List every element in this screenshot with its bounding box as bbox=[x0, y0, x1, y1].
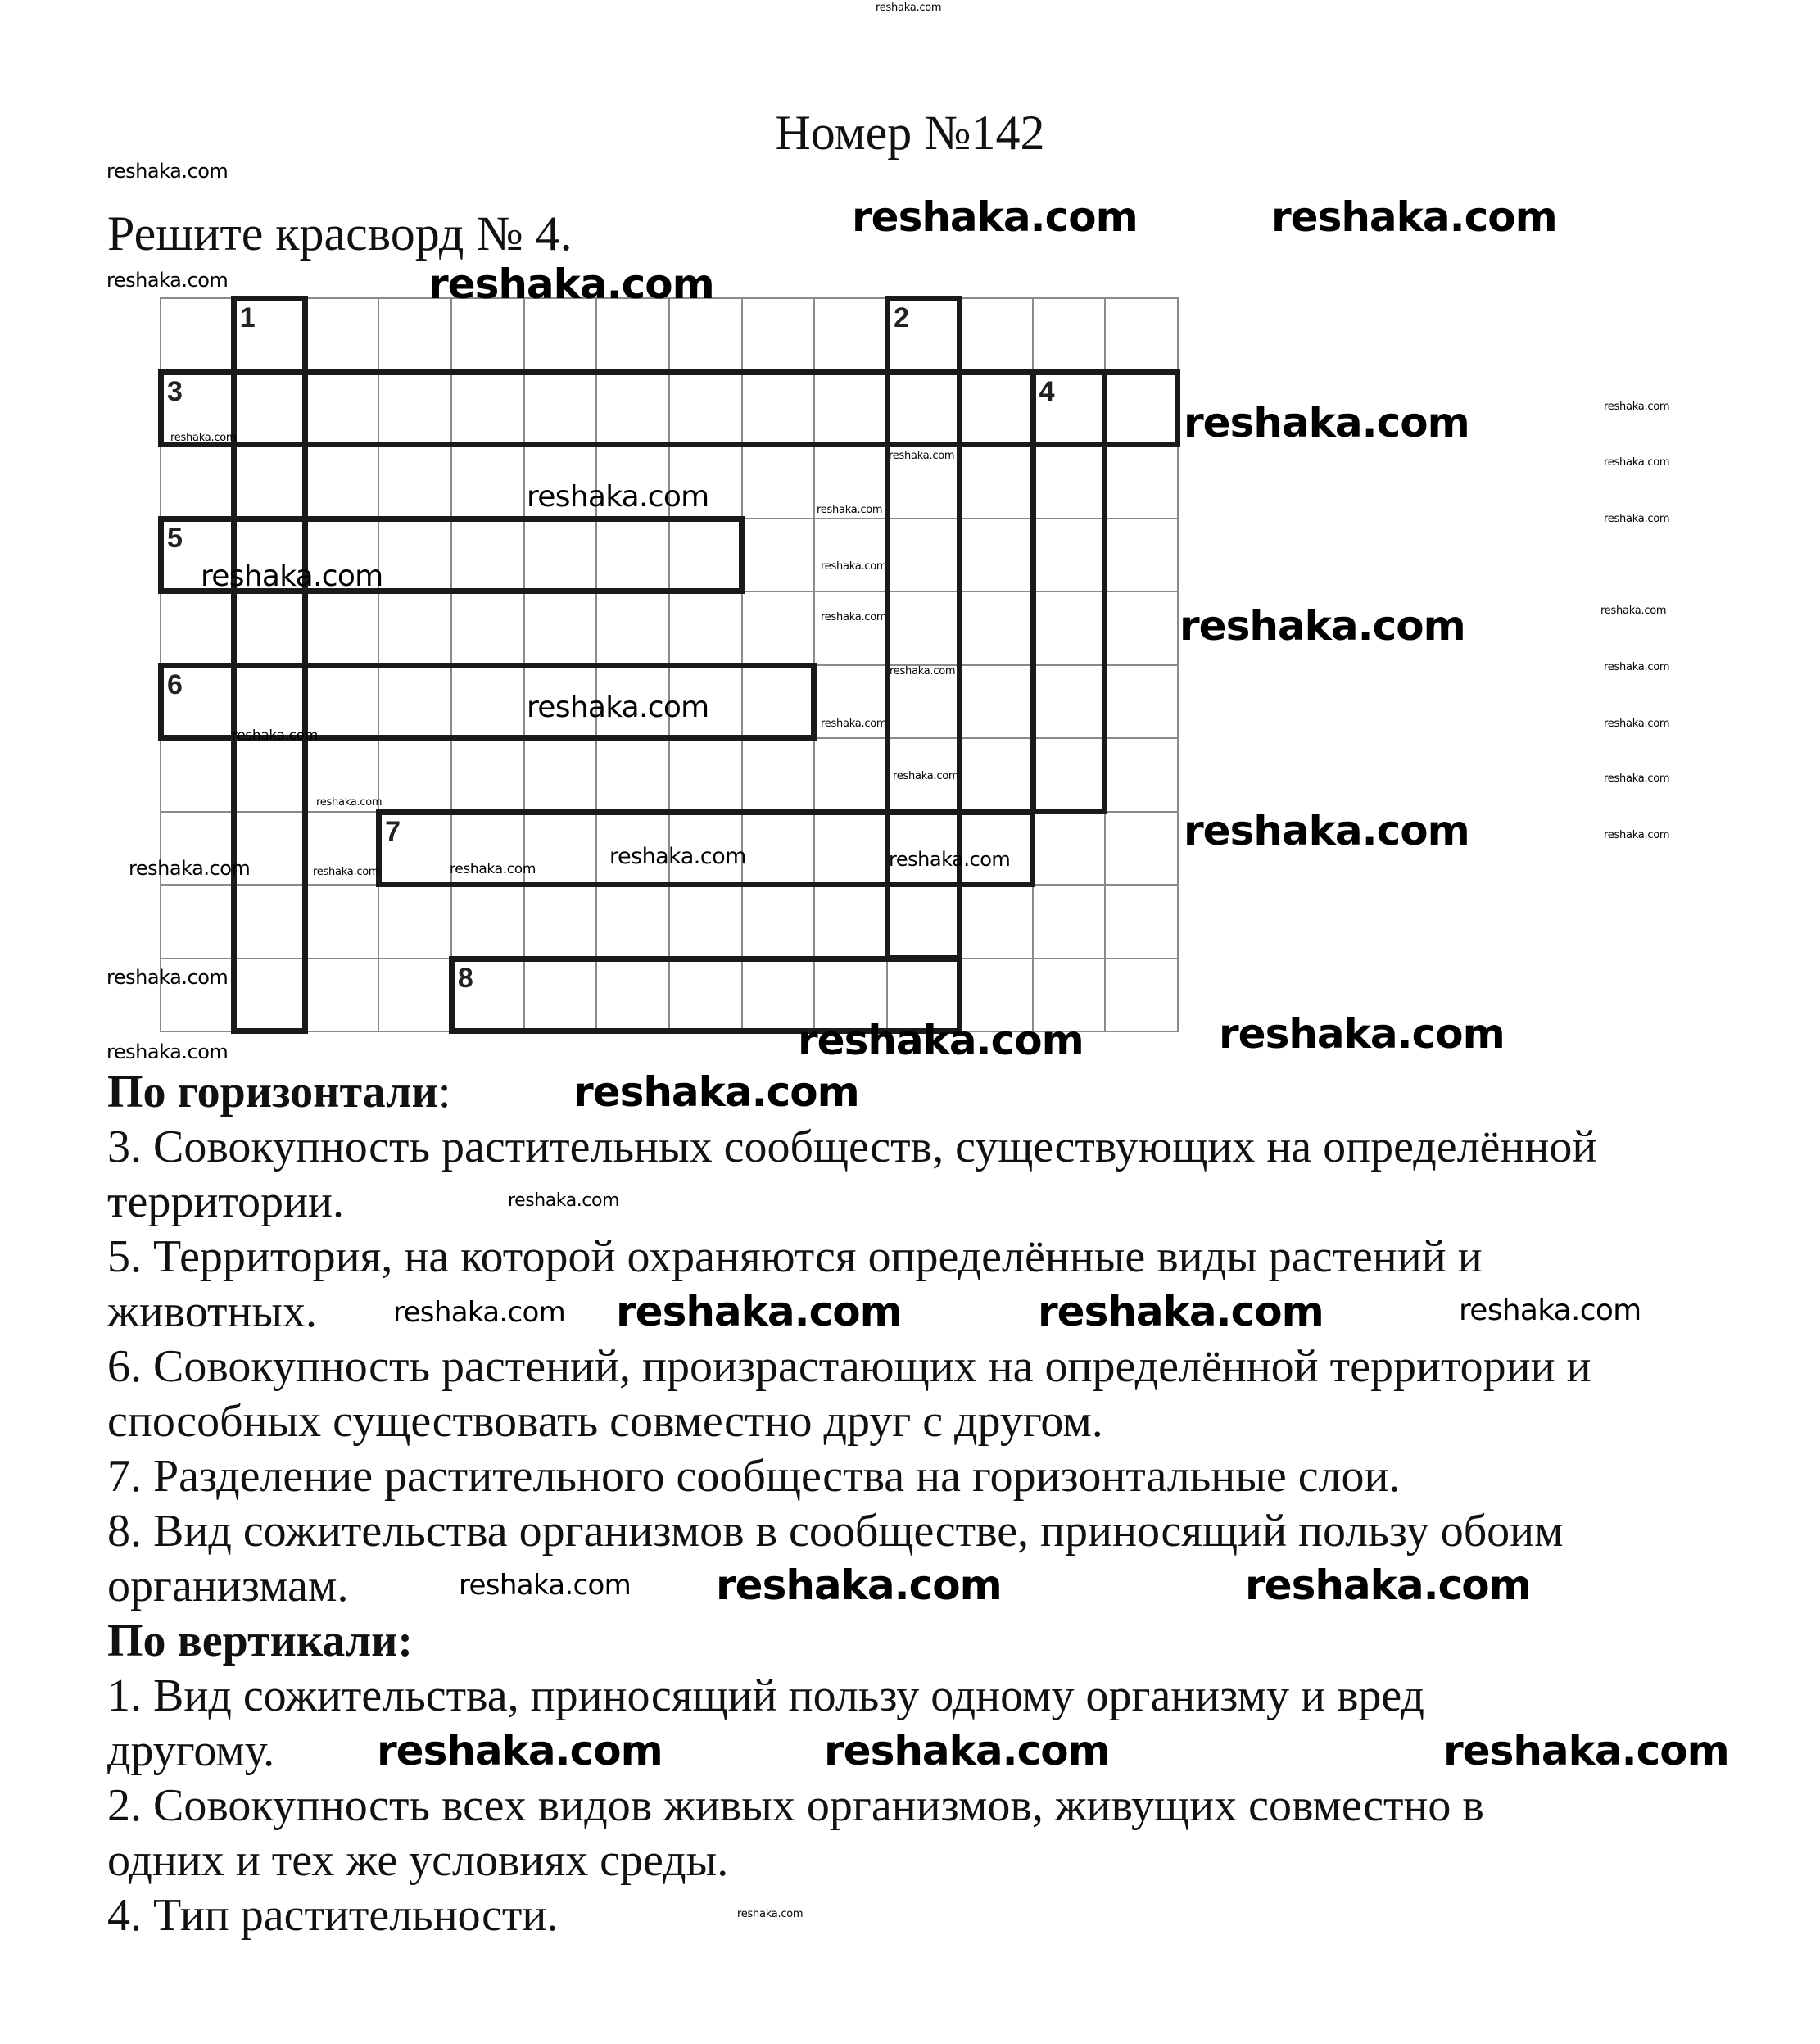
grid-cell bbox=[160, 444, 234, 519]
grid-cell bbox=[1104, 591, 1179, 666]
grid-cell bbox=[450, 884, 525, 959]
watermark: reshaka.com bbox=[573, 1068, 859, 1116]
watermark: reshaka.com bbox=[1179, 602, 1465, 650]
clue-number: 3 bbox=[167, 375, 183, 407]
across-heading-colon: : bbox=[437, 1067, 451, 1117]
clue-line: 4. Тип растительности. bbox=[107, 1890, 559, 1941]
watermark: reshaka.com bbox=[737, 1908, 804, 1920]
grid-cell bbox=[741, 884, 816, 959]
grid-cell bbox=[741, 297, 816, 373]
watermark: reshaka.com bbox=[716, 1561, 1002, 1609]
grid-cell bbox=[1032, 884, 1107, 959]
grid-cell bbox=[741, 518, 816, 593]
grid-cell bbox=[595, 737, 670, 813]
clue-line: 2. Совокупность всех видов живых организмов, живущих совместно в bbox=[107, 1780, 1484, 1831]
page-title: Номер №142 bbox=[775, 106, 1045, 160]
clue-line: 8. Вид сожительства организмов в сообществе, приносящий пользу обоим bbox=[107, 1506, 1564, 1557]
clue-line: животных. bbox=[107, 1286, 318, 1337]
clue-line: 7. Разделение растительного сообщества на горизонтальные слои. bbox=[107, 1451, 1401, 1502]
watermark: reshaka.com bbox=[1604, 513, 1670, 525]
watermark: reshaka.com bbox=[1443, 1727, 1729, 1774]
down-heading: По вертикали: bbox=[107, 1616, 414, 1666]
grid-cell bbox=[959, 518, 1034, 593]
grid-cell bbox=[959, 591, 1034, 666]
grid-cell bbox=[959, 884, 1034, 959]
grid-cell bbox=[595, 297, 670, 373]
grid-cell bbox=[813, 518, 888, 593]
clues bbox=[107, 1065, 1596, 1943]
watermark: reshaka.com bbox=[1038, 1288, 1324, 1335]
watermark: reshaka.com bbox=[459, 1569, 632, 1602]
grid-cell bbox=[378, 591, 452, 666]
grid-cell bbox=[1104, 518, 1179, 593]
grid-cell bbox=[595, 591, 670, 666]
watermark: reshaka.com bbox=[890, 665, 956, 678]
grid-cell bbox=[813, 591, 888, 666]
watermark: reshaka.com bbox=[428, 261, 714, 308]
grid-cell bbox=[378, 958, 452, 1033]
watermark: reshaka.com bbox=[450, 861, 536, 877]
clue-line: территории. bbox=[107, 1176, 344, 1227]
watermark: reshaka.com bbox=[1604, 661, 1670, 673]
clue-number: 1 bbox=[239, 302, 256, 333]
clue-line: 3. Совокупность растительных сообществ, существующих на определённой bbox=[107, 1122, 1597, 1172]
grid-cell bbox=[741, 444, 816, 519]
grid-cell bbox=[1104, 297, 1179, 373]
clue-line: 1. Вид сожительства, приносящий пользу одному организму и вред bbox=[107, 1670, 1425, 1721]
watermark: reshaka.com bbox=[1184, 399, 1469, 446]
watermark: reshaka.com bbox=[1245, 1561, 1531, 1609]
grid-cell bbox=[305, 958, 379, 1033]
grid-cell bbox=[959, 444, 1034, 519]
watermark: reshaka.com bbox=[106, 269, 229, 292]
grid-cell bbox=[378, 884, 452, 959]
watermark: reshaka.com bbox=[201, 560, 383, 593]
clue-number: 6 bbox=[167, 668, 183, 700]
crossword-grid bbox=[160, 297, 1177, 1031]
grid-cell bbox=[668, 884, 743, 959]
watermark: reshaka.com bbox=[1184, 807, 1469, 854]
watermark: reshaka.com bbox=[129, 857, 251, 880]
watermark: reshaka.com bbox=[889, 450, 955, 462]
grid-cell bbox=[450, 737, 525, 813]
watermark: reshaka.com bbox=[609, 844, 746, 869]
clue-line: одних и тех же условиях среды. bbox=[107, 1835, 729, 1886]
watermark: reshaka.com bbox=[527, 691, 709, 724]
watermark: reshaka.com bbox=[1604, 829, 1670, 841]
watermark: reshaka.com bbox=[817, 504, 883, 516]
clue-line: способных существовать совместно друг с другом. bbox=[107, 1396, 1103, 1447]
grid-cell bbox=[1032, 811, 1107, 886]
watermark: reshaka.com bbox=[106, 1040, 229, 1063]
grid-cell bbox=[595, 884, 670, 959]
grid-cell bbox=[305, 297, 379, 373]
grid-cell bbox=[160, 297, 234, 373]
grid-cell bbox=[741, 591, 816, 666]
watermark: reshaka.com bbox=[1604, 401, 1670, 413]
grid-cell bbox=[813, 737, 888, 813]
clue-number: 2 bbox=[894, 302, 910, 333]
watermark: reshaka.com bbox=[798, 1017, 1084, 1064]
watermark: reshaka.com bbox=[170, 432, 237, 444]
watermark: reshaka.com bbox=[821, 611, 887, 623]
grid-cell bbox=[668, 591, 743, 666]
grid-cell bbox=[1104, 664, 1179, 740]
grid-cell bbox=[305, 884, 379, 959]
watermark: reshaka.com bbox=[1459, 1294, 1641, 1327]
grid-cell bbox=[813, 884, 888, 959]
watermark: reshaka.com bbox=[893, 770, 959, 782]
task-subtitle: Решите красворд № 4. bbox=[107, 206, 573, 261]
watermark: reshaka.com bbox=[824, 1727, 1110, 1774]
grid-cell bbox=[959, 664, 1034, 740]
watermark: reshaka.com bbox=[313, 866, 379, 878]
clue-number: 4 bbox=[1039, 375, 1055, 407]
grid-cell bbox=[450, 297, 525, 373]
watermark: reshaka.com bbox=[1604, 773, 1670, 785]
watermark: reshaka.com bbox=[1271, 193, 1557, 241]
watermark: reshaka.com bbox=[1604, 456, 1670, 469]
clue-number: 8 bbox=[457, 962, 473, 994]
grid-cell bbox=[160, 737, 234, 813]
grid-cell bbox=[378, 444, 452, 519]
watermark: reshaka.com bbox=[852, 193, 1138, 241]
grid-cell bbox=[523, 737, 598, 813]
watermark: reshaka.com bbox=[889, 848, 1011, 871]
watermark: reshaka.com bbox=[393, 1296, 566, 1329]
grid-cell bbox=[378, 737, 452, 813]
watermark: reshaka.com bbox=[876, 2, 942, 14]
watermark: reshaka.com bbox=[1600, 605, 1667, 617]
clue-line: 5. Территория, на которой охраняются определённые виды растений и bbox=[107, 1231, 1483, 1282]
grid-cell bbox=[668, 737, 743, 813]
word-outline-down bbox=[1030, 369, 1108, 814]
grid-cell bbox=[1104, 811, 1179, 886]
across-heading-text: По горизонтали bbox=[107, 1067, 438, 1117]
clue-number: 5 bbox=[167, 522, 183, 554]
watermark: reshaka.com bbox=[527, 480, 709, 514]
grid-cell bbox=[813, 297, 888, 373]
grid-cell bbox=[741, 737, 816, 813]
watermark: reshaka.com bbox=[508, 1190, 619, 1211]
watermark: reshaka.com bbox=[1604, 718, 1670, 730]
watermark: reshaka.com bbox=[1219, 1010, 1505, 1058]
watermark: reshaka.com bbox=[106, 160, 229, 183]
clue-line: другому. bbox=[107, 1725, 275, 1776]
grid-cell bbox=[160, 884, 234, 959]
watermark: reshaka.com bbox=[821, 560, 887, 573]
grid-cell bbox=[305, 591, 379, 666]
watermark: reshaka.com bbox=[377, 1727, 663, 1774]
grid-cell bbox=[1104, 884, 1179, 959]
grid-cell bbox=[305, 444, 379, 519]
grid-cell bbox=[1104, 737, 1179, 813]
grid-cell bbox=[1104, 958, 1179, 1033]
watermark: reshaka.com bbox=[316, 796, 383, 809]
grid-cell bbox=[959, 297, 1034, 373]
grid-cell bbox=[378, 297, 452, 373]
watermark: reshaka.com bbox=[821, 718, 887, 730]
grid-cell bbox=[1104, 444, 1179, 519]
watermark: reshaka.com bbox=[106, 966, 229, 989]
clue-line: 6. Совокупность растений, произрастающих на определённой территории и bbox=[107, 1341, 1591, 1392]
clue-line: организмам. bbox=[107, 1561, 349, 1611]
word-outline-across bbox=[158, 369, 1180, 448]
watermark: reshaka.com bbox=[616, 1288, 902, 1335]
clue-number: 7 bbox=[385, 815, 401, 847]
watermark: reshaka.com bbox=[232, 727, 319, 744]
grid-cell bbox=[959, 737, 1034, 813]
grid-cell bbox=[523, 884, 598, 959]
grid-cell bbox=[160, 591, 234, 666]
grid-cell bbox=[523, 591, 598, 666]
grid-cell bbox=[450, 444, 525, 519]
grid-cell bbox=[668, 297, 743, 373]
grid-cell bbox=[450, 591, 525, 666]
grid-cell bbox=[523, 297, 598, 373]
grid-cell bbox=[1032, 297, 1107, 373]
